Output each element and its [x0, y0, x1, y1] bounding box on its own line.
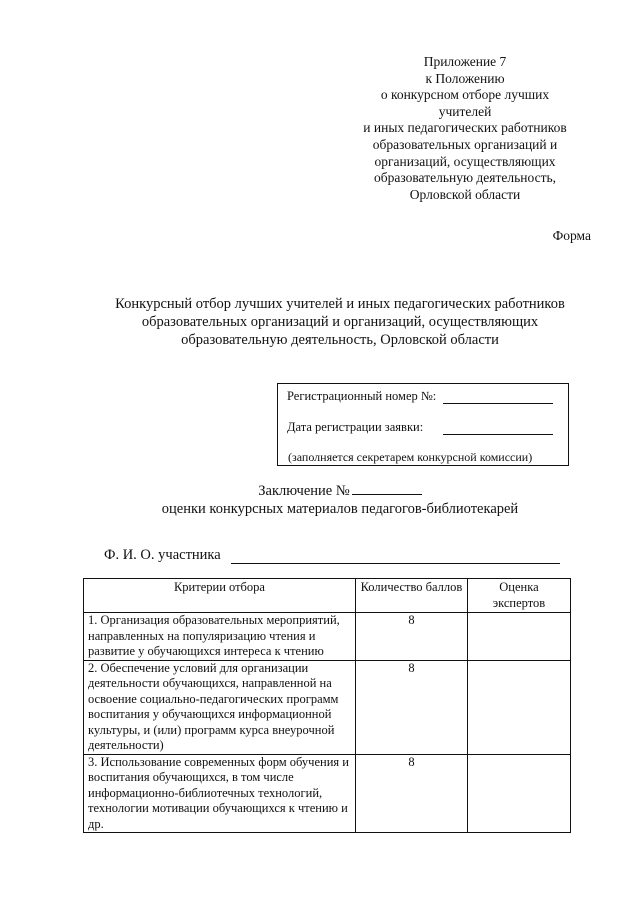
conclusion-heading: [60, 482, 620, 518]
form-label: Форма: [552, 228, 591, 243]
registration-box: [277, 383, 569, 466]
appendix-line: и иных педагогических работников: [363, 120, 567, 136]
criteria-table: [83, 578, 571, 833]
title-line: Конкурсный отбор лучших учителей и иных педагогических работников: [115, 296, 565, 312]
appendix-line: учителей: [438, 103, 492, 119]
points-cell: 8: [355, 613, 467, 661]
table-header-row: [84, 579, 571, 613]
appendix-line: о конкурсном отборе лучших: [380, 87, 550, 103]
appendix-line: образовательную деятельность,: [373, 170, 556, 186]
header-criteria: Критерии отбора: [84, 579, 356, 613]
conclusion-title: Заключение №: [258, 483, 350, 499]
title-line: образовательных организаций и организаций, осуществляющих: [141, 314, 539, 330]
rating-cell[interactable]: [467, 660, 570, 754]
title-line: образовательную деятельность, Орловской области: [181, 332, 499, 348]
registration-number-label: Регистрационный номер №:: [287, 389, 437, 403]
table-row: [84, 613, 571, 661]
appendix-line: организаций, осуществляющих: [374, 153, 556, 169]
participant-label: Ф. И. О. участника: [104, 547, 221, 563]
registration-note: (заполняется секретарем конкурсной комиссии): [288, 450, 533, 464]
header-rating: Оценка экспертов: [467, 579, 570, 613]
appendix-line: Приложение 7: [423, 54, 507, 69]
registration-number-field[interactable]: [443, 403, 553, 404]
criterion-cell: 1. Организация образовательных мероприятий, направленных на популяризацию чтения и развитие у обучающихся интереса к чтению: [84, 613, 356, 661]
rating-cell[interactable]: [467, 613, 570, 661]
registration-date-label: Дата регистрации заявки:: [287, 420, 424, 434]
criterion-cell: 3. Использование современных форм обучения и воспитания обучающихся, в том числе информационно-библиотечных технологий, технологии мотивации обучающихся к чтению и др.: [84, 754, 356, 833]
document-title: [60, 295, 620, 349]
header-points: Количество баллов: [355, 579, 467, 613]
conclusion-number-field[interactable]: [352, 482, 422, 495]
appendix-line: образовательных организаций и: [372, 136, 558, 152]
rating-cell[interactable]: [467, 754, 570, 833]
participant-name-field[interactable]: [231, 563, 560, 564]
appendix-line: Орловской области: [409, 186, 521, 202]
points-cell: 8: [355, 754, 467, 833]
appendix-block: [340, 54, 590, 203]
conclusion-subtitle: оценки конкурсных материалов педагогов-библиотекарей: [161, 501, 519, 517]
points-cell: 8: [355, 660, 467, 754]
table-row: [84, 660, 571, 754]
criterion-cell: 2. Обеспечение условий для организации деятельности обучающихся, направленной на освоение социально-педагогических программ воспитания у обучающихся информационной культуры, и (или) программ курса внеурочной деятельности): [84, 660, 356, 754]
appendix-line: к Положению: [425, 70, 505, 86]
table-row: [84, 754, 571, 833]
registration-date-field[interactable]: [443, 434, 553, 435]
